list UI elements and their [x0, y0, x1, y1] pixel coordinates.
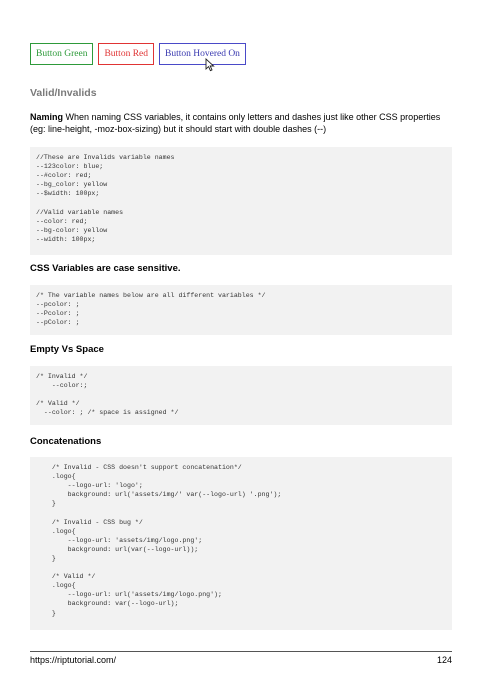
- code-block-case: /* The variable names below are all different variables */ --pcolor: ; --Pcolor: ; --pColor: ;: [30, 285, 452, 335]
- button-red[interactable]: Button Red: [98, 43, 154, 65]
- page-number: 124: [436, 655, 452, 665]
- code-block-naming: //These are Invalids variable names --123color: blue; --#color: red; --bg_color: yellow --$width: 100px; //Valid variable names --color: red; --bg-color: yellow --width: 100px;: [30, 147, 452, 255]
- footer-divider: [30, 651, 452, 652]
- code-block-empty: /* Invalid */ --color:; /* Valid */ --color: ; /* space is assigned */: [30, 366, 452, 425]
- button-hovered[interactable]: Button Hovered On: [159, 43, 246, 65]
- footer-url[interactable]: https://riptutorial.com/: [30, 655, 117, 665]
- case-sensitive-heading: CSS Variables are case sensitive.: [30, 263, 181, 274]
- section-title: Valid/Invalids: [30, 87, 97, 99]
- naming-text: When naming CSS variables, it contains only letters and dashes just like other CSS properties (eg: line-height, -moz-box-sizing) but it should start with double dashes (--): [30, 112, 441, 134]
- naming-label: Naming: [30, 112, 64, 122]
- mouse-pointer-icon: [205, 58, 215, 72]
- concatenations-heading: Concatenations: [30, 436, 102, 447]
- empty-vs-space-heading: Empty Vs Space: [30, 344, 104, 355]
- code-block-concat: /* Invalid - CSS doesn't support concatenation*/ .logo{ --logo-url: 'logo'; background: url('assets/img/' var(--logo-url) '.png'); } /* Invalid - CSS bug */ .logo{ --logo-url: 'assets/img/logo.png'; background: url(var(--logo-url)); } /* Valid */ .logo{ --logo-url: url('assets/img/logo.png'); background: var(--logo-url); }: [30, 457, 452, 630]
- button-green[interactable]: Button Green: [30, 43, 93, 65]
- naming-paragraph: [30, 111, 455, 135]
